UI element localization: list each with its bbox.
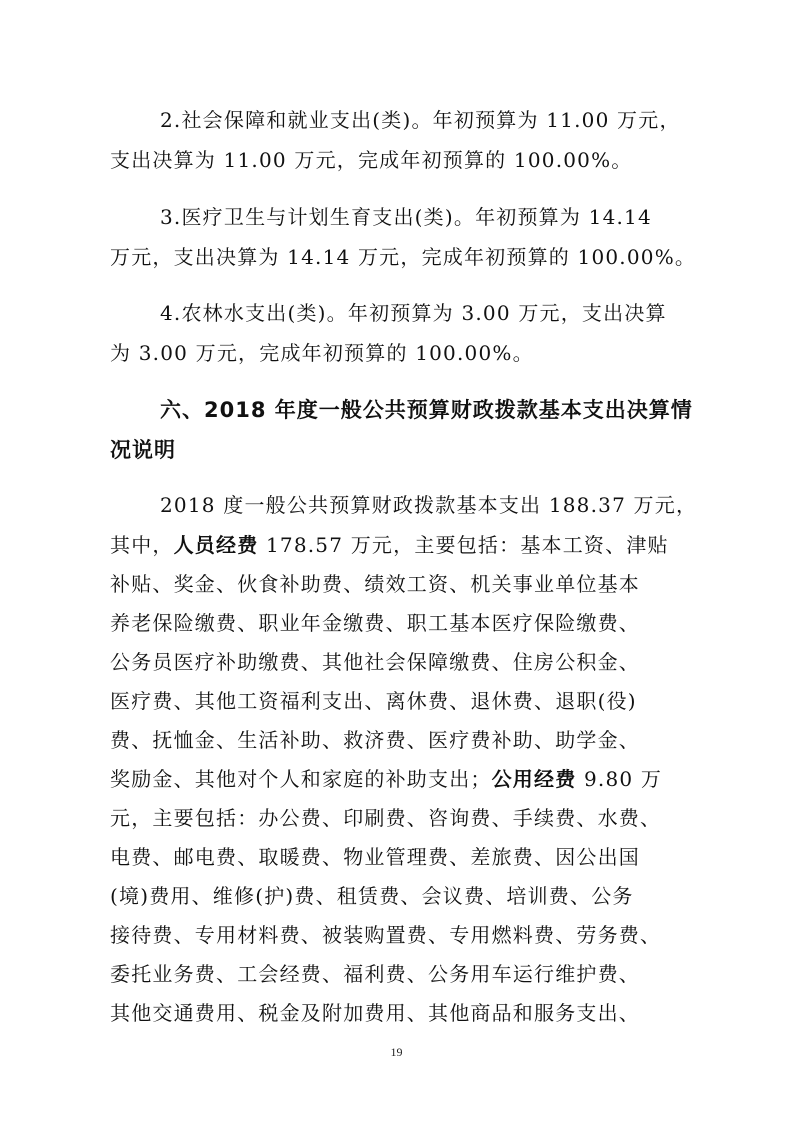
body-line-3: 补贴、奖金、伙食补助费、绩效工资、机关事业单位基本: [110, 572, 640, 596]
body-line-5: 公务员医疗补助缴费、其他社会保障缴费、住房公积金、: [110, 650, 640, 674]
body-line-1: 2018 度一般公共预算财政拨款基本支出 188.37 万元，: [160, 493, 698, 517]
paragraph-3-line-2: 万元，支出决算为 14.14 万元，完成年初预算的 100.00%。: [110, 245, 697, 269]
body-line-2: [110, 531, 669, 559]
body-line-2-suffix: 178.57 万元，主要包括：基本工资、津贴: [258, 533, 669, 557]
personnel-expense-label: 人员经费: [173, 533, 259, 557]
body-line-8: [110, 765, 662, 793]
paragraph-3-line-1: 3.医疗卫生与计划生育支出(类)。年初预算为 14.14: [160, 205, 652, 229]
body-line-11: (境)费用、维修(护)费、租赁费、会议费、培训费、公务: [110, 884, 634, 908]
page-number: 19: [390, 1045, 403, 1059]
body-line-6: 医疗费、其他工资福利支出、离休费、退休费、退职(役): [110, 689, 637, 713]
paragraph-4-line-2: 为 3.00 万元，完成年初预算的 100.00%。: [110, 341, 534, 365]
paragraph-2-line-2: 支出决算为 11.00 万元，完成年初预算的 100.00%。: [110, 148, 633, 172]
paragraph-4-line-1: 4.农林水支出(类)。年初预算为 3.00 万元，支出决算: [160, 301, 667, 325]
body-line-7: 费、抚恤金、生活补助、救济费、医疗费补助、助学金、: [110, 728, 640, 752]
body-line-2-prefix: 其中，: [110, 533, 174, 557]
body-line-13: 委托业务费、工会经费、福利费、公务用车运行维护费、: [110, 962, 640, 986]
body-line-8-prefix: 奖励金、其他对个人和家庭的补助支出；: [110, 767, 492, 791]
public-expense-label: 公用经费: [491, 767, 577, 791]
body-line-8-suffix: 9.80 万: [576, 767, 663, 791]
body-line-4: 养老保险缴费、职业年金缴费、职工基本医疗保险缴费、: [110, 611, 640, 635]
body-line-9: 元，主要包括：办公费、印刷费、咨询费、手续费、水费、: [110, 806, 662, 830]
body-line-14: 其他交通费用、税金及附加费用、其他商品和服务支出、: [110, 1001, 640, 1025]
paragraph-2-line-1: 2.社会保障和就业支出(类)。年初预算为 11.00 万元，: [160, 108, 681, 132]
section-heading-line-2: 况说明: [110, 438, 176, 462]
section-heading-line-1: 六、2018 年度一般公共预算财政拨款基本支出决算情: [160, 398, 693, 422]
body-line-10: 电费、邮电费、取暖费、物业管理费、差旅费、因公出国: [110, 845, 640, 869]
body-line-12: 接待费、专用材料费、被装购置费、专用燃料费、劳务费、: [110, 923, 662, 947]
